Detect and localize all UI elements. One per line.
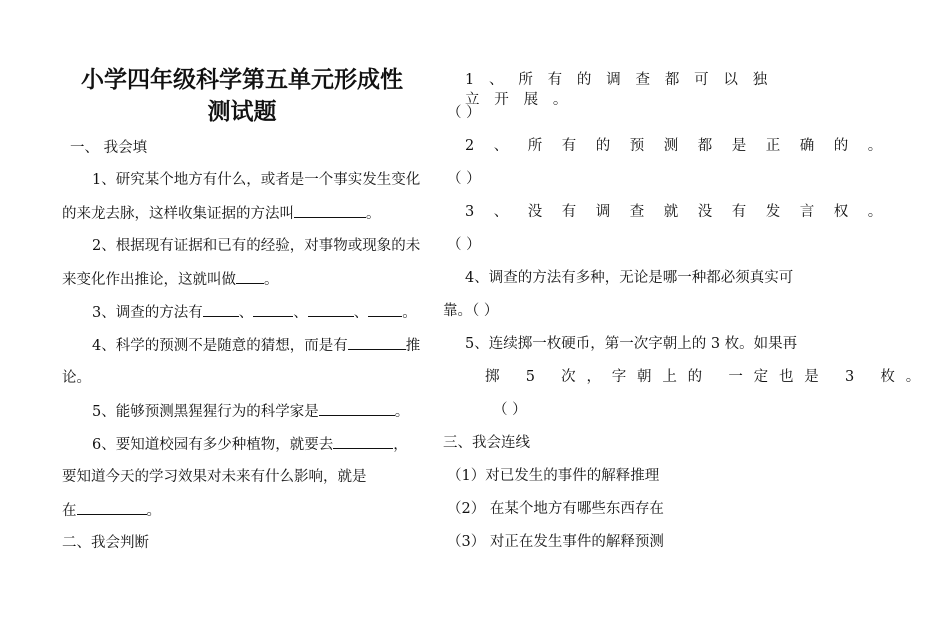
judge-1 [465, 70, 795, 110]
q6-line3 [62, 500, 161, 521]
q3-text: 3、调查的方法有 [92, 305, 203, 321]
judge-1-text: 1、所有的调查都可以独立开展。 [465, 72, 783, 108]
q2-end: 。 [264, 272, 279, 288]
judge-2-text: 2、所有的预测都是正确的。 [465, 138, 902, 154]
q6-line2: 要知道今天的学习效果对未来有什么影响，就是 [62, 469, 367, 485]
q4-line2: 论。 [62, 370, 91, 386]
q3-blank-4[interactable] [368, 302, 402, 317]
q4-line1 [92, 335, 420, 356]
q6-mid: ， [393, 437, 408, 453]
q3-blank-3[interactable] [308, 302, 354, 317]
q2-line2 [62, 269, 279, 290]
section2-heading: 二、我会判断 [62, 535, 149, 551]
judge-5-line2: 掷 5 次，字朝上的 一定也是 3 枚。 [485, 369, 931, 385]
judge-1-paren[interactable]: （ ） [447, 105, 481, 121]
q5-blank[interactable] [319, 401, 395, 416]
q5-line [92, 401, 409, 422]
q2-blank[interactable] [236, 269, 264, 284]
judge-4-line2: 靠。（ ） [443, 303, 499, 319]
match-item-2[interactable]: （2） 在某个地方有哪些东西存在 [447, 501, 664, 517]
q6-blank-2[interactable] [77, 500, 147, 515]
q1-end: 。 [366, 206, 381, 222]
q4-text: 4、科学的预测不是随意的猜想，而是有 [92, 338, 348, 354]
match-item-1[interactable]: （1）对已发生的事件的解释推理 [447, 468, 660, 484]
q1-text: 的来龙去脉，这样收集证据的方法叫 [62, 206, 294, 222]
q2-text: 来变化作出推论，这就叫做 [62, 272, 236, 288]
q4-tail: 推 [405, 338, 421, 354]
judge-5-line1: 5、连续掷一枚硬币，第一次字朝上的 3 枚。如果再 [465, 336, 798, 352]
q1-blank[interactable] [294, 203, 366, 218]
q3-end: 。 [402, 305, 417, 321]
page-title-line1: 小学四年级科学第五单元形成性 [81, 66, 403, 93]
q6-end: 。 [146, 503, 161, 519]
section1-heading: 一、 我会填 [70, 140, 148, 156]
judge-5-paren[interactable]: （ ） [493, 402, 527, 418]
q2-line1: 2、根据现有证据和已有的经验，对事物或现象的未 [92, 238, 421, 254]
q4-blank[interactable] [348, 335, 406, 350]
q1-line2 [62, 203, 381, 224]
q3-sep-3: 、 [353, 305, 369, 321]
q5-text: 5、能够预测黑猩猩行为的科学家是 [92, 404, 319, 420]
judge-3-paren[interactable]: （ ） [447, 237, 481, 253]
q6-text: 6、要知道校园有多少种植物，就要去 [92, 437, 334, 453]
judge-4-line1: 4、调查的方法有多种，无论是哪一种都必须真实可 [465, 270, 794, 286]
judge-2-paren[interactable]: （ ） [447, 171, 481, 187]
match-item-3[interactable]: （3） 对正在发生事件的解释预测 [447, 534, 664, 550]
q6-blank-1[interactable] [333, 434, 393, 449]
q5-end: 。 [394, 404, 410, 420]
q6-line1 [92, 434, 408, 455]
q1-line1: 1、研究某个地方有什么，或者是一个事实发生变化 [92, 172, 421, 188]
q3-line [92, 302, 417, 323]
judge-3-text: 3、没有调查就没有发言权。 [465, 204, 902, 220]
section3-heading: 三、我会连线 [443, 435, 530, 451]
q3-blank-2[interactable] [253, 302, 293, 317]
q3-sep-1: 、 [238, 305, 254, 321]
page-title-line2: 测试题 [207, 98, 277, 125]
q3-blank-1[interactable] [203, 302, 239, 317]
q6-c: 在 [62, 503, 77, 519]
q3-sep-2: 、 [293, 305, 308, 321]
